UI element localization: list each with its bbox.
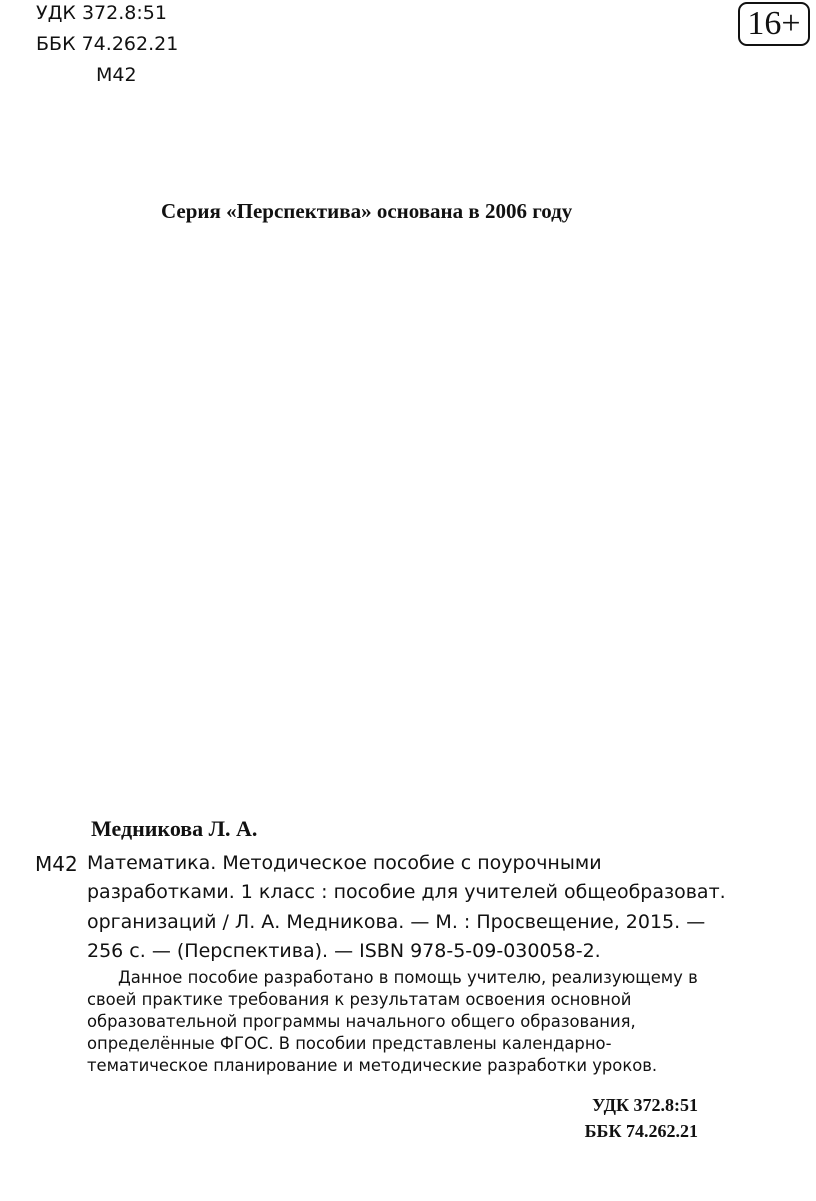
bibliographic-line: разработками. 1 класс : пособие для учителей общеобразоват. <box>87 881 726 903</box>
age-rating-badge: 16+ <box>738 2 810 46</box>
bibliographic-line: 256 с. — (Перспектива). — ISBN 978-5-09-030058-2. <box>87 940 601 962</box>
author-name: Медникова Л. А. <box>91 816 258 841</box>
bibliographic-line: организаций / Л. А. Медникова. — М. : Просвещение, 2015. — <box>87 911 706 933</box>
annotation-line: тематическое планирование и методические разработки уроков. <box>87 1056 658 1075</box>
annotation-line: образовательной программы начального общего образования, <box>87 1012 636 1031</box>
catalog-author-mark: М42 <box>35 852 78 876</box>
annotation-line: определённые ФГОС. В пособии представлены календарно- <box>87 1034 612 1053</box>
bbk-code-bottom: ББК 74.262.21 <box>584 1121 698 1141</box>
bibliographic-line: Математика. Методическое пособие с поурочными <box>87 852 602 874</box>
udk-code-top: УДК 372.8:51 <box>36 2 167 24</box>
annotation-line: своей практике требования к результатам освоения основной <box>87 990 632 1009</box>
author-mark-top: М42 <box>96 64 137 86</box>
series-statement: Серия «Перспектива» основана в 2006 году <box>161 199 573 223</box>
udk-code-bottom: УДК 372.8:51 <box>592 1095 698 1115</box>
annotation-line: Данное пособие разработано в помощь учителю, реализующему в <box>118 968 698 987</box>
bbk-code-top: ББК 74.262.21 <box>36 33 179 55</box>
